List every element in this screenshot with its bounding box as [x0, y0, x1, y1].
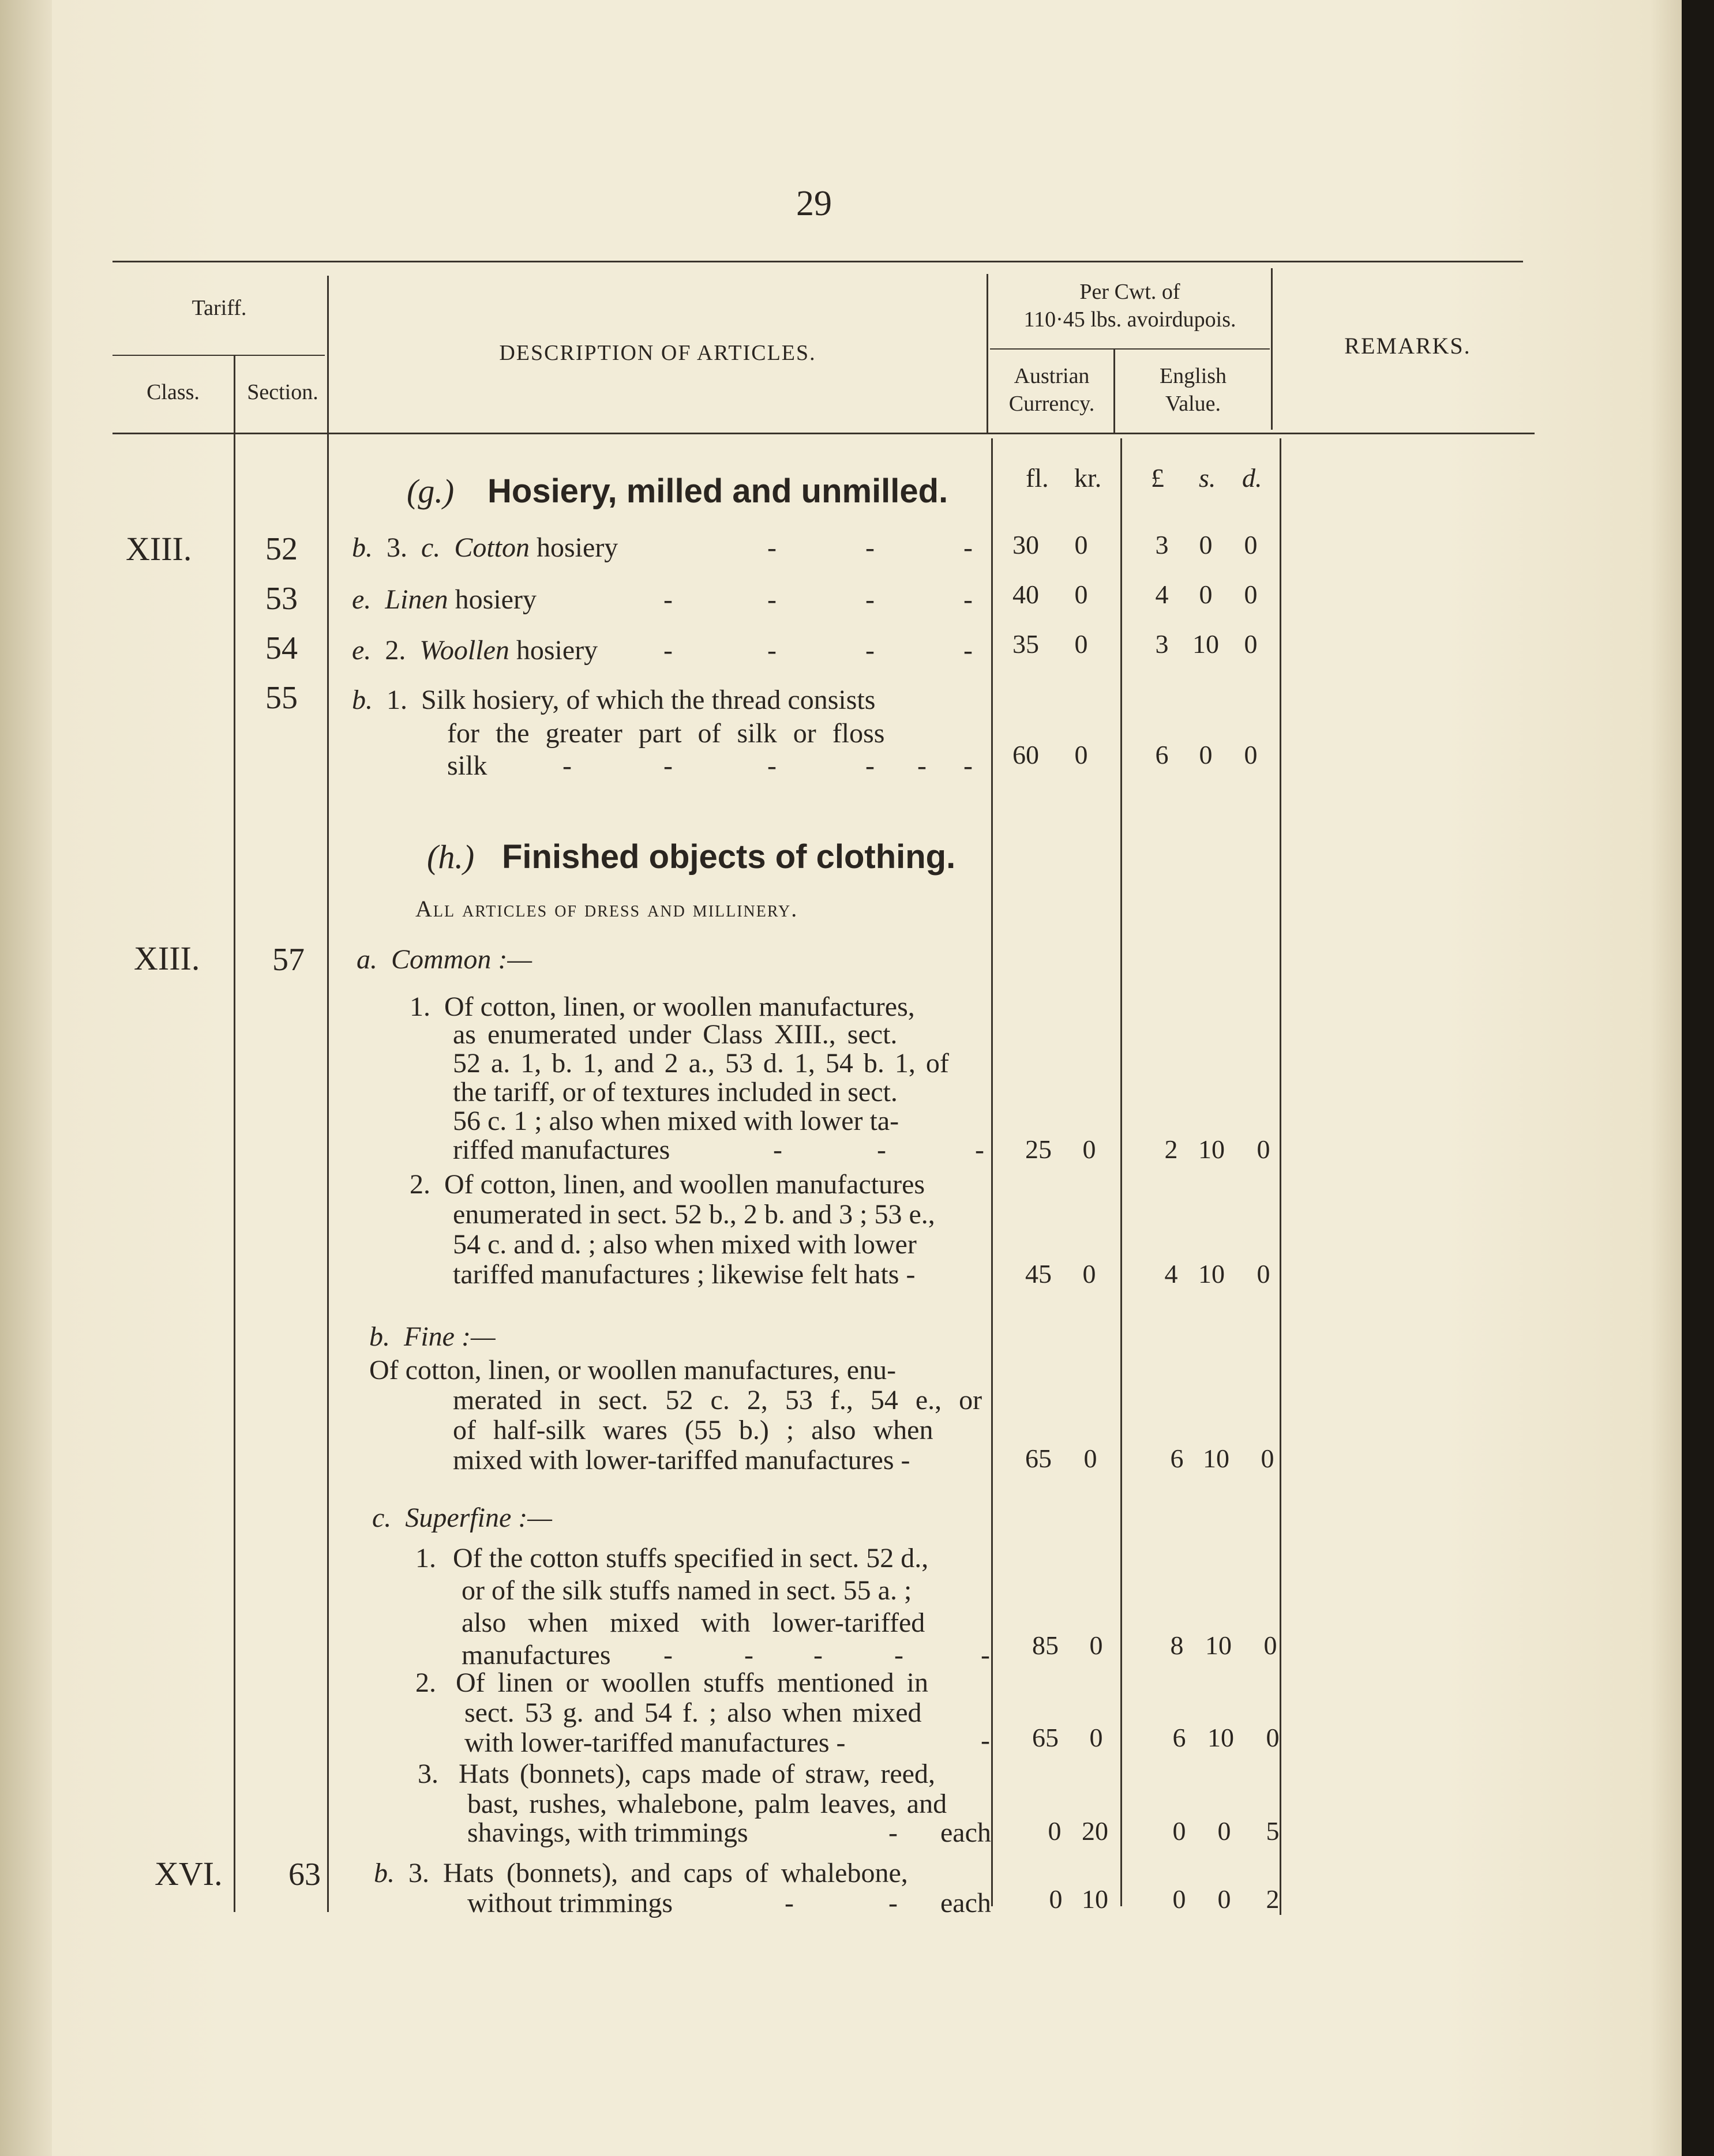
common-heading: a. Common :—	[357, 944, 532, 975]
value-kr: 0	[1074, 530, 1088, 559]
header-english-1: English	[1159, 364, 1227, 388]
superfine-item1-num: 1.	[415, 1543, 436, 1573]
row-dash: -	[785, 1888, 794, 1918]
value-pound: 4	[1155, 580, 1169, 609]
value-pound: 4	[1164, 1259, 1178, 1289]
header-english-2: Value.	[1165, 392, 1221, 416]
value-fl: 65	[1025, 1444, 1052, 1473]
section-h-title: Finished objects of clothing.	[502, 838, 956, 876]
value-d: 0	[1257, 1135, 1270, 1164]
row-dash: -	[767, 584, 777, 615]
superfine-item1-line: also when mixed with lower-tariffed	[462, 1607, 925, 1638]
common-item2-line: 54 c. and d. ; also when mixed with lower	[453, 1229, 917, 1260]
row-dash: -	[917, 750, 927, 781]
col-rule-remarks-header	[1271, 268, 1273, 430]
common-item1-num: 1.	[410, 991, 430, 1022]
row-dash: -	[981, 1725, 990, 1756]
header-top-rule	[112, 261, 1523, 262]
section-g-title: Hosiery, milled and unmilled.	[487, 472, 948, 510]
value-s: 10	[1198, 1259, 1225, 1289]
value-kr: 0	[1074, 580, 1088, 609]
row-dash: -	[963, 635, 973, 666]
col-rule-class	[234, 355, 235, 1912]
section-55: 55	[265, 680, 298, 716]
xvi-row-line1: b. 3. Hats (bonnets), and caps of whalebone,	[374, 1858, 908, 1888]
superfine-item1-line: manufactures	[462, 1640, 611, 1670]
value-s: 0	[1199, 580, 1213, 609]
row-cotton-hosiery: b. 3. c. Cotton hosiery	[352, 532, 618, 563]
value-kr: 0	[1074, 740, 1088, 769]
value-pound: 6	[1172, 1723, 1186, 1752]
col-rule-currency-body	[1120, 438, 1122, 1906]
unit-kr: kr.	[1074, 463, 1102, 493]
value-s: 10	[1203, 1444, 1229, 1473]
row-dash: -	[663, 1640, 673, 1670]
common-item2-line: tariffed manufactures ; likewise felt hats -	[453, 1259, 916, 1290]
value-s: 0	[1217, 1884, 1231, 1914]
superfine-item1-line: or of the silk stuffs named in sect. 55 a. ;	[462, 1575, 912, 1606]
fine-line: merated in sect. 52 c. 2, 53 f., 54 e., or	[453, 1385, 982, 1415]
superfine-item1-line: Of the cotton stuffs specified in sect. 52 d.,	[453, 1543, 929, 1573]
fine-line: Of cotton, linen, or woollen manufactures, enu-	[369, 1355, 897, 1385]
superfine-heading: c. Superfine :—	[372, 1503, 552, 1533]
value-d: 5	[1266, 1816, 1280, 1846]
header-class: Class.	[147, 380, 200, 404]
value-pound: 0	[1172, 1884, 1186, 1914]
page-number: 29	[796, 184, 832, 223]
tariff-divider-rule	[112, 355, 325, 356]
row-dash: -	[981, 1640, 990, 1670]
row-dash: -	[975, 1135, 984, 1165]
value-fl: 25	[1025, 1135, 1052, 1164]
common-item1-line: the tariff, or of textures included in sect.	[453, 1077, 898, 1107]
common-item1-line: 56 c. 1 ; also when mixed with lower ta-	[453, 1106, 899, 1136]
row-linen-hosiery: e. Linen hosiery	[352, 584, 537, 615]
superfine-item2-num: 2.	[415, 1667, 436, 1698]
superfine-item2-line: Of linen or woollen stuffs mentioned in	[456, 1667, 928, 1698]
fine-heading: b. Fine :—	[369, 1321, 496, 1352]
section-h-label: (h.)	[427, 838, 475, 876]
value-pound: 6	[1155, 740, 1169, 769]
row-dash: -	[963, 584, 973, 615]
superfine-item3-line: Hats (bonnets), caps made of straw, reed,	[459, 1759, 935, 1789]
class-xvi: XVI.	[155, 1855, 223, 1892]
value-pound: 3	[1155, 530, 1169, 559]
row-dash: -	[963, 750, 973, 781]
row-dash: -	[767, 750, 777, 781]
page-gutter	[0, 0, 52, 2156]
header-description: DESCRIPTION OF ARTICLES.	[499, 341, 816, 365]
value-s: 10	[1207, 1723, 1234, 1752]
common-item1-line: as enumerated under Class XIII., sect.	[453, 1019, 898, 1050]
value-kr: 20	[1082, 1816, 1108, 1846]
col-rule-section	[327, 276, 329, 1912]
value-s: 10	[1205, 1631, 1232, 1660]
value-fl: 60	[1012, 740, 1039, 769]
row-dash: -	[865, 584, 875, 615]
superfine-item3-line: bast, rushes, whalebone, palm leaves, and	[467, 1789, 947, 1819]
fine-line: mixed with lower-tariffed manufactures -	[453, 1445, 910, 1475]
common-item2-line: Of cotton, linen, and woollen manufactures	[444, 1169, 925, 1200]
row-dash: -	[767, 635, 777, 666]
row-dash: -	[888, 1817, 898, 1848]
section-53: 53	[265, 581, 298, 617]
value-d: 0	[1263, 1631, 1277, 1660]
percwt-divider-rule	[990, 348, 1270, 350]
unit-fl: fl.	[1026, 463, 1049, 493]
superfine-item3-line: shavings, with trimmings	[467, 1817, 748, 1848]
each-label: each	[940, 1817, 991, 1848]
row-dash: -	[894, 1640, 903, 1670]
value-d: 0	[1244, 740, 1258, 769]
value-fl: 45	[1025, 1259, 1052, 1289]
col-rule-description-header	[987, 274, 988, 433]
row-dash: -	[865, 532, 875, 563]
header-per-cwt-1: Per Cwt. of	[1079, 280, 1180, 304]
fine-line: of half-silk wares (55 b.) ; also when	[453, 1415, 933, 1445]
value-s: 10	[1198, 1135, 1225, 1164]
value-pound: 6	[1170, 1444, 1184, 1473]
value-d: 0	[1257, 1259, 1270, 1289]
row-silk-hosiery-line2: for the greater part of silk or floss	[447, 718, 885, 749]
value-fl: 40	[1012, 580, 1039, 609]
header-bottom-rule	[112, 433, 1535, 434]
class-xiii-2: XIII.	[134, 940, 200, 977]
value-kr: 0	[1083, 1444, 1097, 1473]
row-dash: -	[663, 635, 673, 666]
value-pound: 8	[1170, 1631, 1184, 1660]
row-woollen-hosiery: e. 2. Woollen hosiery	[352, 635, 598, 666]
unit-pound: £	[1151, 463, 1164, 493]
superfine-item2-line: sect. 53 g. and 54 f. ; also when mixed	[464, 1697, 922, 1728]
row-silk-hosiery-line1: b. 1. Silk hosiery, of which the thread consists	[352, 685, 876, 715]
value-d: 0	[1244, 580, 1258, 609]
header-tariff: Tariff.	[192, 296, 247, 320]
row-dash: -	[562, 750, 572, 781]
value-kr: 0	[1089, 1723, 1103, 1752]
col-rule-currency	[1113, 350, 1115, 433]
header-austrian-2: Currency.	[1008, 392, 1095, 416]
header-section: Section.	[247, 380, 318, 404]
value-fl: 85	[1032, 1631, 1059, 1660]
common-item1-line: Of cotton, linen, or woollen manufactures,	[444, 991, 915, 1022]
value-s: 0	[1199, 530, 1213, 559]
value-pound: 2	[1164, 1135, 1178, 1164]
common-item2-num: 2.	[410, 1169, 430, 1200]
row-dash: -	[663, 584, 673, 615]
section-h-subtitle: All articles of dress and millinery.	[415, 896, 798, 922]
common-item1-line: riffed manufactures	[453, 1135, 670, 1165]
section-g-label: (g.)	[407, 472, 455, 510]
header-per-cwt-2: 110·45 lbs. avoirdupois.	[1023, 307, 1236, 332]
each-label: each	[940, 1888, 991, 1918]
value-kr: 10	[1082, 1884, 1108, 1914]
value-kr: 0	[1082, 1259, 1096, 1289]
unit-s: s.	[1199, 463, 1216, 493]
value-fl: 30	[1012, 530, 1039, 559]
row-dash: -	[963, 532, 973, 563]
class-xiii-1: XIII.	[126, 530, 192, 568]
header-austrian-1: Austrian	[1014, 364, 1090, 388]
value-fl: 0	[1048, 1816, 1062, 1846]
value-d: 0	[1261, 1444, 1274, 1473]
value-d: 2	[1266, 1884, 1280, 1914]
value-d: 0	[1266, 1723, 1280, 1752]
value-d: 0	[1244, 629, 1258, 659]
value-fl: 65	[1032, 1723, 1059, 1752]
xvi-row-line2: without trimmings	[467, 1888, 673, 1918]
section-52: 52	[265, 531, 298, 567]
row-dash: -	[877, 1135, 886, 1165]
header-remarks: REMARKS.	[1344, 333, 1471, 359]
row-dash: -	[773, 1135, 782, 1165]
value-fl: 0	[1049, 1884, 1063, 1914]
value-s: 0	[1199, 740, 1213, 769]
row-dash: -	[767, 532, 777, 563]
row-silk-hosiery-line3: silk	[447, 750, 487, 781]
value-d: 0	[1244, 530, 1258, 559]
row-dash: -	[663, 750, 673, 781]
value-pound: 0	[1172, 1816, 1186, 1846]
col-rule-remarks	[1280, 438, 1281, 1915]
row-dash: -	[813, 1640, 823, 1670]
col-rule-description	[991, 438, 993, 1906]
superfine-item2-line: with lower-tariffed manufactures -	[464, 1727, 846, 1758]
unit-d: d.	[1242, 463, 1262, 493]
row-dash: -	[744, 1640, 753, 1670]
value-kr: 0	[1089, 1631, 1103, 1660]
row-dash: -	[865, 750, 875, 781]
value-kr: 0	[1074, 629, 1088, 659]
row-dash: -	[888, 1888, 898, 1918]
section-63: 63	[288, 1857, 321, 1892]
common-item2-line: enumerated in sect. 52 b., 2 b. and 3 ; 53 e.,	[453, 1199, 935, 1230]
value-s: 0	[1217, 1816, 1231, 1846]
common-item1-line: 52 a. 1, b. 1, and 2 a., 53 d. 1, 54 b. 1, of	[453, 1048, 949, 1079]
superfine-item3-num: 3.	[418, 1759, 438, 1789]
row-dash: -	[865, 635, 875, 666]
value-s: 10	[1192, 629, 1219, 659]
value-kr: 0	[1082, 1135, 1096, 1164]
value-pound: 3	[1155, 629, 1169, 659]
section-54: 54	[265, 630, 298, 666]
value-fl: 35	[1012, 629, 1039, 659]
section-57: 57	[272, 942, 305, 978]
